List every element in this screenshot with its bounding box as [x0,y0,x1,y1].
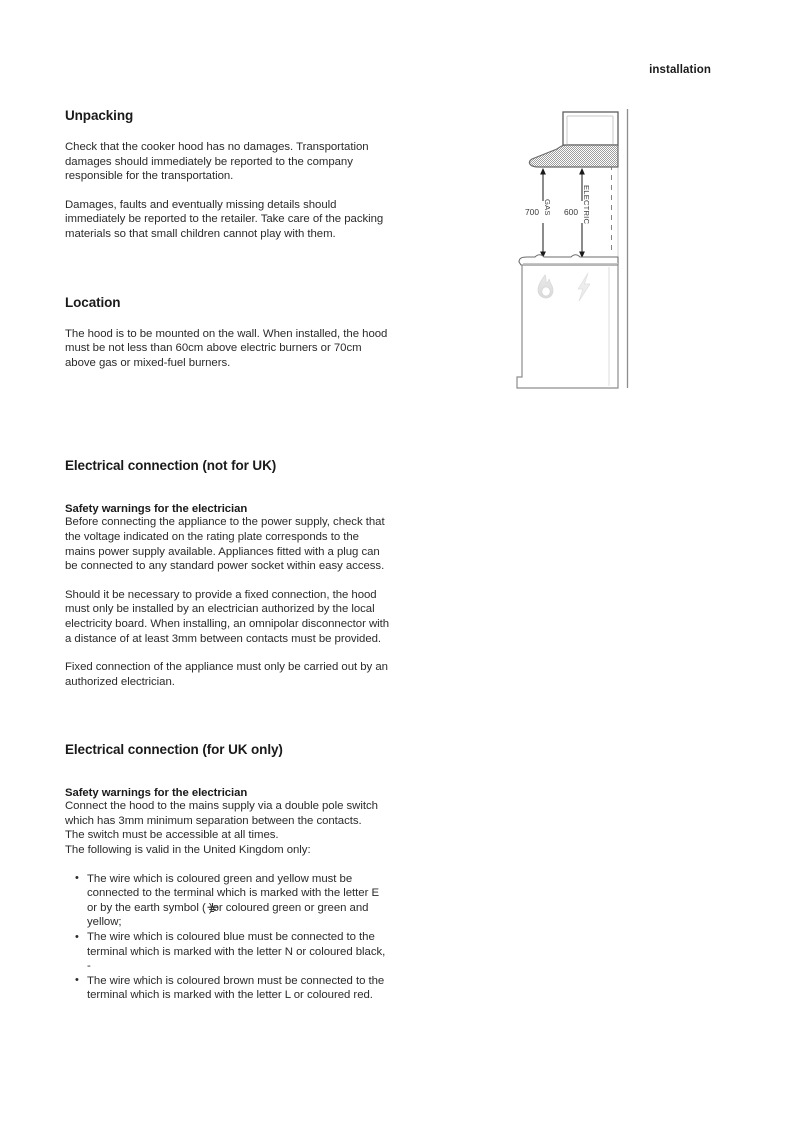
electrical-not-uk-paragraph-1: Before connecting the appliance to the power supply, check that the voltage indicated on the rating plate corresponds to the mains power supply available. Appliances fitted with a plug can be connected to any standard power socket within easy access. [65,516,385,573]
earth-symbol-icon [206,903,219,913]
subtitle-safety-warnings-not-uk: Safety warnings for the electrician [65,503,248,516]
section-title-location: Location [65,294,121,310]
unpacking-paragraph-1: Check that the cooker hood has no damages. Transportation damages should immediately be reported to the company responsible for the transportation. [65,141,369,183]
text-column [65,108,390,1003]
dimension-type-gas: GAS [543,199,552,216]
uk-wiring-bullet-list [65,872,390,1003]
dimension-value-gas: 700 [525,207,539,217]
dimension-value-electric: 600 [564,207,578,217]
hood-chimney [563,112,618,145]
list-item-live-wire: • The wire which is coloured brown must be connected to the terminal which is marked with the letter L or coloured red. [87,974,390,1003]
dimension-type-electric: ELECTRIC [582,185,591,225]
electrical-uk-paragraph-3: The following is valid in the United Kingdom only: [65,844,311,857]
location-paragraph-1: The hood is to be mounted on the wall. When installed, the hood must be not less than 60cm above electric burners or 70cm above gas or mixed-fuel burners. [65,327,388,369]
hood-canopy [529,145,618,167]
running-header: installation [649,64,711,76]
section-title-unpacking: Unpacking [65,108,134,123]
hood-mounting-height-diagram [505,105,650,405]
section-title-electrical-uk: Electrical connection (for UK only) [65,742,283,758]
earth-wire-text-before: The wire which is coloured green and yellow must be connected to the terminal which is marked with the letter E or by the earth symbol ( ) [87,872,380,914]
section-title-electrical-not-uk: Electrical connection (not for UK) [65,458,277,474]
diagram-svg [505,105,650,405]
oven-cabinet [517,265,618,388]
electrical-uk-paragraph-2: The switch must be accessible at all times. [65,829,279,842]
electrical-not-uk-paragraph-3: Fixed connection of the appliance must only be carried out by an authorized electrician. [65,661,388,688]
list-item-neutral-wire: • The wire which is coloured blue must be connected to the terminal which is marked with the letter N or coloured black, - [87,930,390,974]
list-item-earth-wire [87,872,390,930]
subtitle-safety-warnings-uk: Safety warnings for the electrician [65,787,248,800]
cooktop [519,255,618,265]
electrical-not-uk-paragraph-2: Should it be necessary to provide a fixed connection, the hood must only be installed by an electrician authorized by the local electricity board. When installing, an omnipolar disconnector with a distance of at least 3mm between contacts must be provided. [65,588,390,645]
earth-wire-text-after: or coloured green or green and yellow; [87,901,369,929]
electrical-uk-paragraph-1: Connect the hood to the mains supply via a double pole switch which has 3mm minimum separation between the contacts. [65,800,378,827]
unpacking-paragraph-2: Damages, faults and eventually missing details should immediately be reported to the retailer. Take care of the packing materials so that small children cannot play with them. [65,198,384,240]
